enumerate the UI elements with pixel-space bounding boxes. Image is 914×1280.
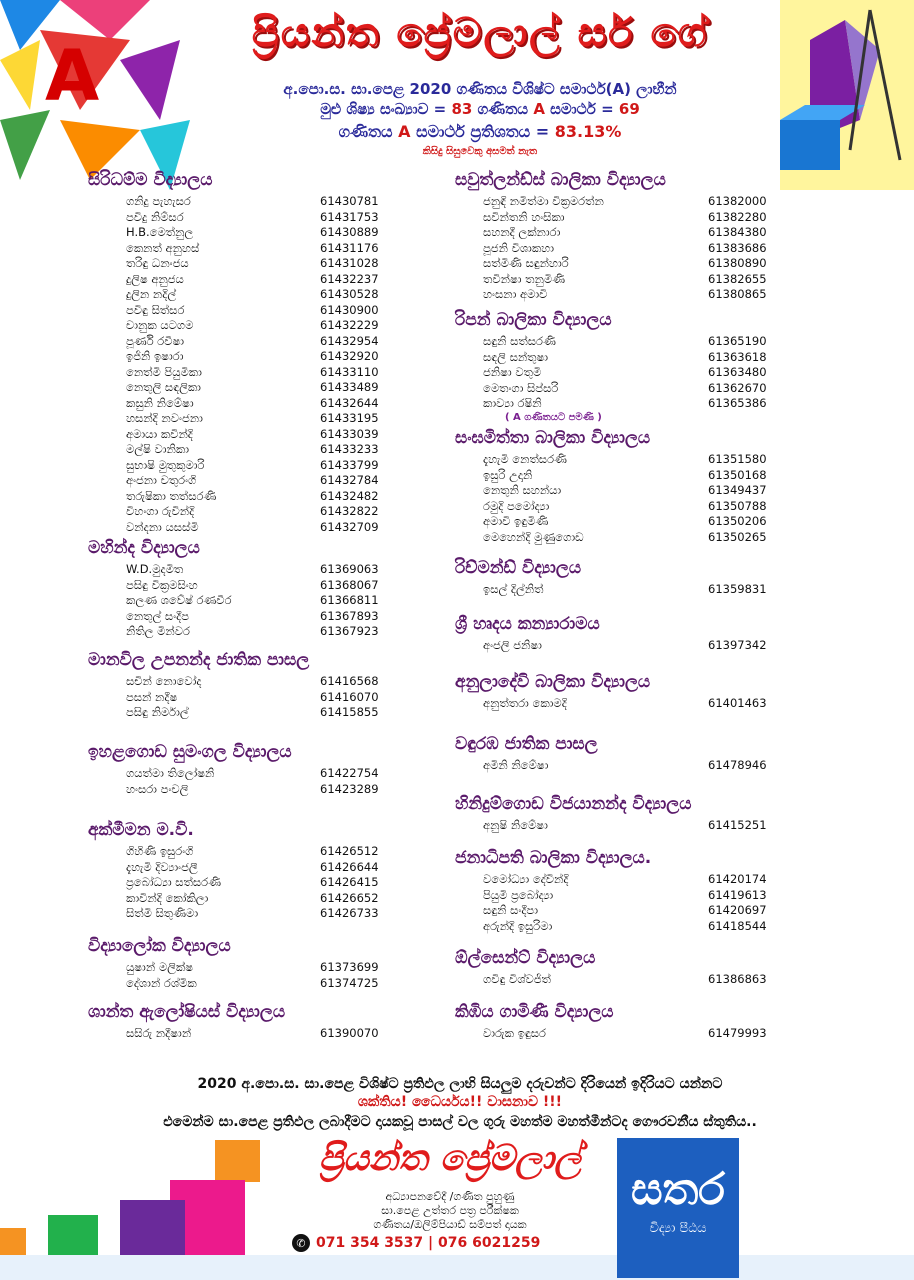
subtitle-percent: ගණිතය A සමාර්ථ ප්‍රතිශතය = 83.13% xyxy=(338,122,622,141)
student-name: හංසරා පංචලි xyxy=(126,781,189,796)
student-name: දුලිෂ අනුජය xyxy=(126,271,184,286)
whatsapp-icon: ✆ xyxy=(292,1234,310,1252)
student-row xyxy=(88,333,379,350)
student-name: සවින්තනි හංසිකා xyxy=(483,209,565,224)
index-number: 61367893 xyxy=(320,608,379,623)
index-number: 61418544 xyxy=(708,918,767,933)
subtitle-exam: අ.පො.ස. සා.පෙළ 2020 ගණිතය විශිෂ්ට සමාර්ථ(A) ලාභීන් xyxy=(283,80,677,98)
index-number: 61479993 xyxy=(708,1026,767,1040)
index-number: 61416070 xyxy=(320,689,379,704)
school-name: අනුලාදේවි බාලිකා විද්‍යාලය xyxy=(455,672,651,692)
student-name: මෙතංගා සිප්සරි xyxy=(483,380,559,395)
index-number: 61349437 xyxy=(708,483,767,497)
student-name: පසන් නදීෂ xyxy=(126,689,178,704)
index-number: 61426652 xyxy=(320,890,379,905)
index-number: 61433195 xyxy=(320,411,379,425)
student-name: W.D.මුදමිත xyxy=(126,562,184,576)
student-row xyxy=(88,287,379,303)
student-row xyxy=(88,504,379,520)
index-number: 61415855 xyxy=(320,705,379,719)
school-name: සංඝමිත්තා බාලිකා විද්‍යාලය xyxy=(455,428,651,448)
index-number: 61374725 xyxy=(320,975,379,990)
index-number: 61420697 xyxy=(708,903,767,917)
school-name: සිරිධම්ම විද්‍යාලය xyxy=(88,170,213,190)
school-name: මානවිල උපනන්ද ජාතික පාසල xyxy=(88,650,310,670)
student-row xyxy=(88,689,379,706)
student-row xyxy=(88,781,379,798)
school-block xyxy=(88,650,379,721)
student-name: පියුමි ප්‍රබෝද්‍යා xyxy=(483,887,554,902)
student-name: පසිඳු නිර්මාල් xyxy=(126,705,189,719)
student-row xyxy=(455,1026,767,1042)
student-row xyxy=(455,365,767,381)
student-row xyxy=(455,452,767,468)
school-name: අක්මීමන ම.වි. xyxy=(88,820,194,840)
student-row xyxy=(455,380,767,397)
student-name: ජනිෂා වතුමි xyxy=(483,365,542,379)
student-row xyxy=(88,457,379,474)
footer-blessing: ශක්තිය! ධෛර්යය!! වාසනාව !!! xyxy=(357,1094,563,1110)
index-number: 61419613 xyxy=(708,887,767,902)
student-row xyxy=(88,473,379,489)
index-number: 61415251 xyxy=(708,818,767,832)
student-row xyxy=(88,519,379,536)
index-number: 61350788 xyxy=(708,498,767,513)
student-row xyxy=(88,194,379,210)
contact-phone: ✆ 071 354 3537 | 076 6021259 xyxy=(292,1234,592,1252)
student-name: සත්මිණි සඳුන්හාරි xyxy=(483,256,569,270)
school-block xyxy=(88,170,379,535)
student-row xyxy=(455,529,767,546)
student-name: මෙහෙන්දි මුණුගොඩ xyxy=(483,529,584,544)
student-row xyxy=(455,638,767,654)
student-name: පවිදු නිම්සර xyxy=(126,209,184,224)
student-row xyxy=(88,906,379,922)
student-row xyxy=(455,887,767,904)
index-number: 61430900 xyxy=(320,302,379,317)
student-name: කෙනත් අනුහස් xyxy=(126,240,200,255)
index-number: 61350206 xyxy=(708,514,767,528)
student-row xyxy=(88,442,379,458)
student-row xyxy=(88,624,379,640)
student-row xyxy=(88,225,379,241)
index-number: 61432920 xyxy=(320,349,379,363)
student-row xyxy=(88,859,379,876)
student-row xyxy=(455,696,767,712)
index-number: 61380865 xyxy=(708,287,767,301)
index-number: 61432482 xyxy=(320,488,379,503)
school-block xyxy=(455,948,767,988)
student-name: සුභාෂි මුතුකුමාරි xyxy=(126,457,205,472)
school-name: කිඹිය ගාමිණී විද්‍යාලය xyxy=(455,1002,614,1022)
index-number: 61363618 xyxy=(708,349,767,364)
index-number: 61432644 xyxy=(320,395,379,410)
student-row xyxy=(88,380,379,396)
student-row xyxy=(455,758,767,774)
school-block xyxy=(455,170,767,303)
school-block xyxy=(455,672,767,712)
student-row xyxy=(455,872,767,888)
page-title: ප්‍රියන්ත ප්‍රේමලාල් සර් ගේ xyxy=(251,10,709,56)
student-name: කාව්‍යා රෂිනි xyxy=(483,396,542,410)
school-block xyxy=(455,428,767,545)
student-name: අනුත්තරා කොමදි xyxy=(483,696,567,710)
student-row xyxy=(455,334,767,350)
student-name: දේශාන් රශ්මික xyxy=(126,975,197,990)
index-number: 61359831 xyxy=(708,582,767,596)
school-block xyxy=(455,558,767,598)
student-row xyxy=(88,349,379,365)
student-name: අංජලි ජනිෂා xyxy=(483,638,542,652)
index-number: 61390070 xyxy=(320,1026,379,1040)
student-row xyxy=(88,395,379,412)
index-number: 61365190 xyxy=(708,334,767,348)
student-row xyxy=(88,411,379,427)
student-name: පසිඳු වික්‍රමසිංහ xyxy=(126,577,198,592)
student-row xyxy=(455,225,767,241)
student-row xyxy=(88,209,379,226)
student-name: ඉසල් දිල්නිත් xyxy=(483,582,544,596)
school-block xyxy=(455,794,767,834)
index-number: 61401463 xyxy=(708,696,767,710)
school-name: ශ්‍රී හෘදය කන්‍යාරාමය xyxy=(455,614,600,634)
index-number: 61397342 xyxy=(708,638,767,652)
student-row xyxy=(88,766,379,782)
student-name: අංජනා චතුරංගි xyxy=(126,473,197,487)
index-number: 61432822 xyxy=(320,504,379,518)
index-number: 61431028 xyxy=(320,256,379,270)
student-name: හංසනා අමාවි xyxy=(483,287,548,301)
index-number: 61426733 xyxy=(320,906,379,920)
student-name: සිත්මි සිතුණිමා xyxy=(126,906,199,920)
student-name: දැහැමි නෙත්සරණි xyxy=(483,452,567,466)
student-row xyxy=(455,271,767,288)
index-number: 61426512 xyxy=(320,844,379,858)
student-row xyxy=(88,302,379,319)
student-row xyxy=(88,705,379,721)
footer-thanks: එමෙන්ම සා.පෙළ ප්‍රතිඵල ලබාදීමට දායකවූ පාසල් වල ගුරු මහත්ම මහත්මීන්ටද ගෞරවනීය ස්තුතිය.. xyxy=(163,1114,757,1130)
student-name: ගයත්මා තිලෝෂනි xyxy=(126,766,215,780)
student-name: අරුන්දි ඉසුරිමා xyxy=(483,918,553,933)
sathara-logo: සතර විද්‍යා පීඨය xyxy=(617,1138,739,1278)
student-name: සඳුනි සත්සරණි xyxy=(483,334,556,348)
index-number: 61351580 xyxy=(708,452,767,466)
student-row xyxy=(455,582,767,598)
student-name: මල්ෂි වානිකා xyxy=(126,442,189,456)
school-block xyxy=(455,734,767,774)
student-row xyxy=(455,256,767,272)
school-name: ඉහළගොඩ සුමංගල විද්‍යාලය xyxy=(88,742,292,762)
school-block xyxy=(88,936,379,991)
student-name: සඳලි සන්තුෂා xyxy=(483,349,549,364)
student-row xyxy=(88,960,379,976)
index-number: 61386863 xyxy=(708,972,767,986)
student-name: චානුක යටගම xyxy=(126,318,194,332)
student-name: අමාවි ඉඳුමිණි xyxy=(483,514,549,528)
student-name: සඳුනි සංදීපා xyxy=(483,903,538,917)
school-name: හිනිදුම්ගොඩ විජයානන්ද විද්‍යාලය xyxy=(455,794,692,814)
index-number: 61362670 xyxy=(708,380,767,395)
index-number: 61363480 xyxy=(708,365,767,379)
student-row xyxy=(455,918,767,935)
brand-name: ප්‍රියන්ත ප්‍රේමලාල් xyxy=(318,1138,582,1179)
index-number: 61430889 xyxy=(320,225,379,239)
index-number: 61420174 xyxy=(708,872,767,886)
student-name: දුලින නදිල් xyxy=(126,287,177,301)
student-row xyxy=(88,271,379,288)
school-block xyxy=(88,820,379,922)
index-number: 61430528 xyxy=(320,287,379,301)
student-name: නෙතුලි සඳලිකා xyxy=(126,380,201,394)
index-number: 61431753 xyxy=(320,209,379,224)
student-name: නෙත්මි පියුමිකා xyxy=(126,364,202,379)
index-number: 61432237 xyxy=(320,271,379,286)
school-name: මහින්ද විද්‍යාලය xyxy=(88,538,200,558)
student-name: තරිඳු ධනංජය xyxy=(126,256,189,270)
index-number: 61350168 xyxy=(708,467,767,482)
decor-square-orange xyxy=(215,1140,260,1182)
student-row xyxy=(455,818,767,834)
student-name: ප්‍රබෝධ්‍යා සත්සරණි xyxy=(126,875,222,889)
student-row xyxy=(88,975,379,992)
school-name: රිපන් බාලිකා විද්‍යාලය xyxy=(455,310,612,330)
student-name: හසන්දි නවංජනා xyxy=(126,411,203,425)
index-number: 61382000 xyxy=(708,194,767,208)
student-row xyxy=(88,674,379,690)
index-number: 61432954 xyxy=(320,333,379,348)
student-name: සහනදී ලක්නාරා xyxy=(483,225,561,239)
student-name: කලණ ශවේෂ් රණවීර xyxy=(126,593,232,607)
index-number: 61432784 xyxy=(320,473,379,487)
student-row xyxy=(88,318,379,334)
student-name: යුෂාන් මලික්ෂ xyxy=(126,960,193,974)
student-name: සචින් නොවෝද xyxy=(126,674,202,688)
student-row xyxy=(88,256,379,272)
student-row xyxy=(455,498,767,515)
student-name: පූර්ණි රවීෂා xyxy=(126,333,185,348)
student-row xyxy=(455,483,767,499)
school-name: ජනාධිපති බාලිකා විද්‍යාලය. xyxy=(455,848,652,868)
student-name: ඉජිනි ඉෂාරා xyxy=(126,349,184,363)
student-name: කාවින්දි කෝකිලා xyxy=(126,890,209,905)
decorative-art-left xyxy=(0,0,190,190)
student-name: පූජනි විශාකහා xyxy=(483,240,555,255)
student-name: H.B.මෙත්නුල xyxy=(126,225,194,239)
index-number: 61367923 xyxy=(320,624,379,638)
school-block xyxy=(88,742,379,797)
student-name: රමුදි පමෝද්‍යා xyxy=(483,498,550,513)
grade-a-logo: A xyxy=(45,35,100,117)
index-number: 61383686 xyxy=(708,240,767,255)
index-number: 61416568 xyxy=(320,674,379,688)
index-number: 61382280 xyxy=(708,209,767,224)
student-name: නිතිල මින්වර xyxy=(126,624,190,638)
student-row xyxy=(455,287,767,303)
school-block xyxy=(88,538,379,640)
footer-wish: 2020 අ.පො.ස. සා.පෙළ විශිෂ්ට ප්‍රතිඵල ලාභි සියලුම දරුවන්ට දිරියෙන් ඉදිරියට යන්නට xyxy=(197,1076,723,1092)
student-row xyxy=(88,890,379,907)
index-number: 61433110 xyxy=(320,364,379,379)
student-row xyxy=(455,349,767,366)
school-block xyxy=(455,614,767,654)
school-name: විද්‍යාලෝක විද්‍යාලය xyxy=(88,936,231,956)
student-row xyxy=(88,593,379,609)
index-number: 61384380 xyxy=(708,225,767,239)
student-name: අනුෂි නිමේෂා xyxy=(483,818,548,832)
student-row xyxy=(88,577,379,594)
index-number: 61433489 xyxy=(320,380,379,394)
student-row xyxy=(88,1026,379,1042)
index-number: 61433799 xyxy=(320,457,379,472)
student-row xyxy=(455,514,767,530)
student-row xyxy=(88,875,379,891)
index-number: 61382655 xyxy=(708,271,767,286)
student-name: වාරුක ඉඳුසර xyxy=(483,1026,546,1040)
index-number: 61432229 xyxy=(320,318,379,332)
student-row xyxy=(455,209,767,226)
school-note: ( A ගණිතයට පමණි ) xyxy=(505,411,602,423)
student-row xyxy=(88,488,379,505)
index-number: 61350265 xyxy=(708,529,767,544)
student-row xyxy=(455,396,767,412)
student-row xyxy=(455,240,767,257)
index-number: 61426644 xyxy=(320,859,379,874)
credentials: අධ්‍යාපනවේදී /ගණිත පුහුණු සා.පෙළ උත්තර පත්‍ර පරීක්ෂක ගණිතය/ඔලිම්පියාඩ් සම්පත් දායක xyxy=(373,1190,527,1231)
school-block xyxy=(455,848,767,934)
student-name: වන්දනා යසස්මි xyxy=(126,519,199,534)
student-name: ඉසුරි උදානි xyxy=(483,467,533,482)
student-row xyxy=(455,467,767,484)
footer-bar xyxy=(0,1255,914,1280)
index-number: 61373699 xyxy=(320,960,379,974)
student-name: තවින්ෂා තනුමිණි xyxy=(483,271,566,286)
subtitle-no-fail: කිසිදු සිසුවෙකු අසමත් නැත xyxy=(422,146,538,157)
school-block xyxy=(88,1002,379,1042)
student-name: නෙතුල් සංදීප xyxy=(126,608,190,623)
subtitle-stats: මුළු ශිෂ්‍ය සංඛ්‍යාව = 83 ගණිතය A සමාර්ථ = 69 xyxy=(320,100,640,118)
index-number: 61380890 xyxy=(708,256,767,270)
student-row xyxy=(88,240,379,257)
index-number: 61430781 xyxy=(320,194,379,208)
student-name: සසිරු නදීෂාන් xyxy=(126,1026,192,1040)
index-number: 61422754 xyxy=(320,766,379,780)
student-name: කසුනි නිමේෂා xyxy=(126,395,194,410)
student-name: විහංගා රුවින්දි xyxy=(126,504,195,518)
school-name: සවුත්ලන්ඩ්ස් බාලිකා විද්‍යාලය xyxy=(455,170,666,190)
student-name: වමෝධ්‍යා දේවින්දි xyxy=(483,872,569,886)
school-name: ඕල්සෙන්ට් විද්‍යාලය xyxy=(455,948,596,968)
index-number: 61431176 xyxy=(320,240,379,255)
student-row xyxy=(88,364,379,381)
index-number: 61478946 xyxy=(708,758,767,772)
student-name: ගනිදු පැහැසර xyxy=(126,194,191,208)
school-block xyxy=(455,310,767,423)
index-number: 61426415 xyxy=(320,875,379,889)
student-name: පවිඳු සිත්සර xyxy=(126,302,185,317)
student-name: තරුෂිකා තත්සරණි xyxy=(126,488,217,503)
index-number: 61369063 xyxy=(320,562,379,576)
student-name: අමායා කවින්දි xyxy=(126,426,193,441)
index-number: 61365386 xyxy=(708,396,767,410)
student-row xyxy=(455,972,767,988)
index-number: 61366811 xyxy=(320,593,379,607)
student-name: දැහැමි දිව්‍යාංජලී xyxy=(126,859,198,874)
student-name: ගවිඳු විශ්වජිත් xyxy=(483,972,551,986)
student-name: ගිහිණි ඉසුරංගි xyxy=(126,844,194,858)
student-name: අමිනි නිමේෂා xyxy=(483,758,549,772)
student-row xyxy=(455,903,767,919)
school-block xyxy=(455,1002,767,1042)
student-row xyxy=(88,426,379,443)
school-name: ශාන්ත ඇලෝෂියස් විද්‍යාලය xyxy=(88,1002,286,1022)
student-row xyxy=(455,194,767,210)
index-number: 61433233 xyxy=(320,442,379,456)
student-name: ජනුඳි නමිත්මා වික්‍රමරත්න xyxy=(483,194,604,208)
index-number: 61368067 xyxy=(320,577,379,592)
school-name: වඳුරඹ ජාතික පාසල xyxy=(455,734,598,754)
student-row xyxy=(88,608,379,625)
index-number: 61423289 xyxy=(320,781,379,796)
index-number: 61433039 xyxy=(320,426,379,441)
student-row xyxy=(88,844,379,860)
student-row xyxy=(88,562,379,578)
index-number: 61432709 xyxy=(320,519,379,534)
school-name: රිච්මන්ඩ් විද්‍යාලය xyxy=(455,558,582,578)
student-name: නෙතුනි සහන්යා xyxy=(483,483,562,497)
